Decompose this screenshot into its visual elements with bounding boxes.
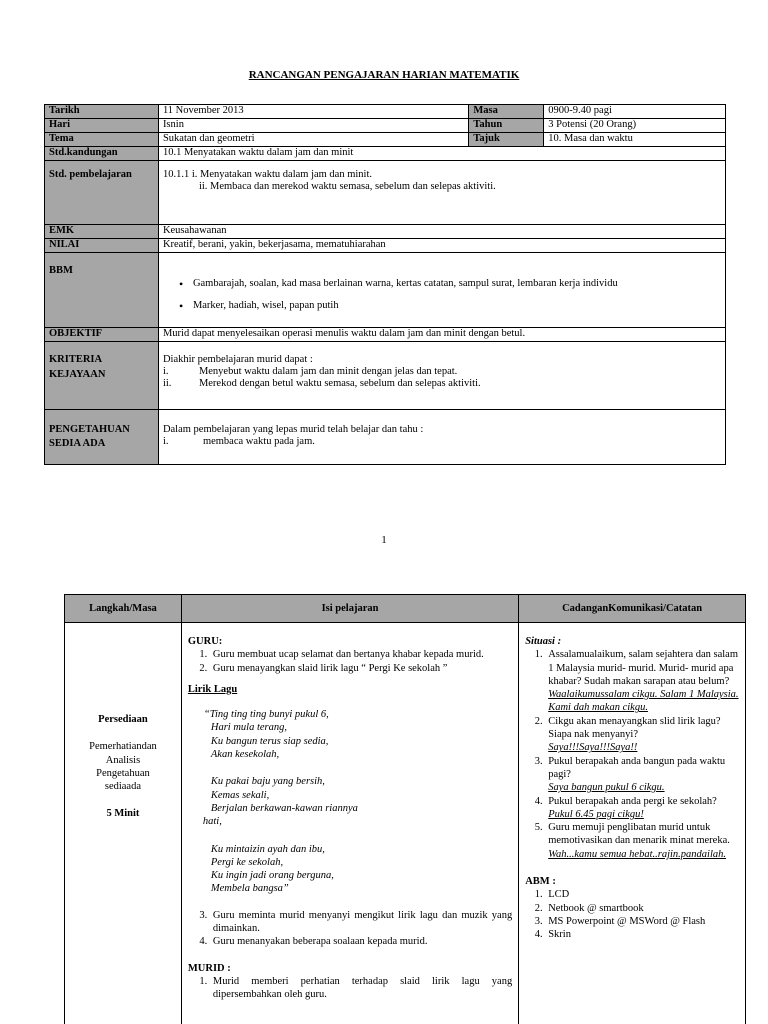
pengetahuan-label <box>45 410 159 465</box>
emk-label: EMK <box>45 225 159 239</box>
situasi-item: 5. Guru memuji penglibatan murid untuk memotivasikan dan menarik minat mereka. Wah...kamu semua hebat..rajin.pandailah. <box>545 821 739 861</box>
kriteria-value <box>158 342 725 410</box>
situasi-label: Situasi : <box>525 636 562 647</box>
bbm-label: BBM <box>45 253 159 328</box>
situasi-item: 1. Assalamualaikum, salam sejahtera dan salam 1 Malaysia murid- murid. Murid- murid apa khabar? Sudah makan sarapan atau belum? Waalaikumussalam cikgu. Salam 1 Malaysia. Kami dah makan cikgu. <box>545 648 739 714</box>
lesson-info-table <box>44 104 726 465</box>
pengetahuan-item: i. membaca waktu pada jam. <box>162 436 315 447</box>
guru-item: 3. Guru meminta murid menyanyi mengikut lirik lagu dan muzik yang dimainkan. <box>210 909 512 936</box>
std-pembelajaran-line: 10.1.1 i. Menyatakan waktu dalam jam dan minit. <box>162 169 373 180</box>
emk-value: Keusahawanan <box>158 225 725 239</box>
lirik-line: Berjalan berkawan-kawan riannya <box>210 802 358 814</box>
abm-label: ABM : <box>525 876 556 888</box>
tahun-value: 3 Potensi (20 Orang) <box>544 119 726 133</box>
col-isi-header: Isi pelajaran <box>181 595 518 623</box>
step-desc: Pengetahuan <box>96 767 150 779</box>
masa-label: Masa <box>469 105 544 119</box>
hari-value: Isnin <box>158 119 468 133</box>
abm-item: 3. MS Powerpoint @ MSWord @ Flash <box>545 915 739 928</box>
kriteria-item: ii. Merekod dengan betul waktu semasa, sebelum dan selepas aktiviti. <box>162 378 481 389</box>
lirik-line: Akan kesekolah, <box>210 749 280 761</box>
nilai-label: NILAI <box>45 239 159 253</box>
abm-item: 1. LCD <box>545 888 739 901</box>
std-pembelajaran-value <box>158 161 725 225</box>
lirik-title: Lirik Lagu <box>187 683 238 695</box>
guru-item: 4. Guru menanyakan beberapa soalaan kepada murid. <box>210 935 512 948</box>
guru-label: GURU: <box>187 636 223 647</box>
bbm-item: • Gambarajah, soalan, kad masa berlainan warna, kertas catatan, sampul surat, lembaran kerja individu <box>179 278 721 290</box>
kriteria-item: i. Menyebut waktu dalam jam dan minit dengan jelas dan tepat. <box>162 366 458 377</box>
kriteria-label-line: KRITERIA <box>49 354 103 365</box>
std-pembelajaran-label: Std. pembelajaran <box>45 161 159 225</box>
tajuk-label: Tajuk <box>469 133 544 147</box>
objektif-value: Murid dapat menyelesaikan operasi menulis waktu dalam jam dan minit dengan betul. <box>158 328 725 342</box>
lirik-line: Pergi ke sekolah, <box>210 856 284 868</box>
std-kandungan-label: Std.kandungan <box>45 147 159 161</box>
col-langkah-header: Langkah/Masa <box>65 595 182 623</box>
kriteria-label-line: KEJAYAAN <box>49 369 106 380</box>
guru-item: 2. Guru menayangkan slaid lirik lagu “ Pergi Ke sekolah ” <box>210 662 512 675</box>
pengetahuan-label-line: SEDIA ADA <box>49 438 106 449</box>
pengetahuan-value <box>158 410 725 465</box>
pengetahuan-intro: Dalam pembelajaran yang lepas murid telah belajar dan tahu : <box>162 424 424 435</box>
lirik-line: Hari mula terang, <box>210 722 288 734</box>
step-desc: Analisis <box>105 754 141 766</box>
bbm-item: • Marker, hadiah, wisel, papan putih <box>179 300 721 312</box>
tema-value: Sukatan dan geometri <box>158 133 468 147</box>
isi-cell <box>181 623 518 1024</box>
situasi-item: 2. Cikgu akan menayangkan slid lirik lagu? Siapa nak menyanyi? Saya!!!Saya!!!Saya!! <box>545 715 739 755</box>
step-desc: sediaada <box>104 781 142 793</box>
std-pembelajaran-line: ii. Membaca dan merekod waktu semasa, sebelum dan selepas aktiviti. <box>198 181 496 192</box>
tarikh-label: Tarikh <box>45 105 159 119</box>
masa-value: 0900-9.40 pagi <box>544 105 726 119</box>
cadangan-cell <box>519 623 746 1024</box>
lirik-line: Ku bangun terus siap sedia, <box>210 735 329 747</box>
bbm-value <box>158 253 725 328</box>
lirik-line: Ku ingin jadi orang berguna, <box>210 870 334 882</box>
lirik-line: Ku mintaizin ayah dan ibu, <box>210 843 325 855</box>
step-cell <box>65 623 182 1024</box>
lirik-line: “Ting ting ting bunyi pukul 6, <box>203 709 329 721</box>
std-kandungan-value: 10.1 Menyatakan waktu dalam jam dan minit <box>158 147 725 161</box>
lesson-steps-table <box>64 594 746 1024</box>
abm-item: 2. Netbook @ smartbook <box>545 902 739 915</box>
nilai-value: Kreatif, berani, yakin, bekerjasama, mematuhiarahan <box>158 239 725 253</box>
lirik-line: hati, <box>202 816 222 828</box>
murid-label: MURID : <box>187 962 231 974</box>
step-desc: Pemerhatiandan <box>89 741 157 753</box>
tarikh-value: 11 November 2013 <box>158 105 468 119</box>
tahun-label: Tahun <box>469 119 544 133</box>
step-time: 5 Minit <box>106 808 140 820</box>
lirik-line: Kemas sekali, <box>210 789 270 801</box>
guru-item: 1. Guru membuat ucap selamat dan bertanya khabar kepada murid. <box>210 648 512 661</box>
tema-label: Tema <box>45 133 159 147</box>
tajuk-value: 10. Masa dan waktu <box>544 133 726 147</box>
objektif-label: OBJEKTIF <box>45 328 159 342</box>
murid-item: 1. Murid memberi perhatian terhadap slaid lirik lagu yang dipersembahkan oleh guru. <box>210 975 512 1002</box>
situasi-item: 4. Pukul berapakah anda pergi ke sekolah? Pukul 6.45 pagi cikgu! <box>545 795 739 822</box>
col-cadangan-header: CadanganKomunikasi/Catatan <box>519 595 746 623</box>
pengetahuan-label-line: PENGETAHUAN <box>49 424 130 435</box>
lirik-line: Ku pakai baju yang bersih, <box>210 776 325 788</box>
kriteria-label <box>45 342 159 410</box>
lirik-block <box>188 708 512 896</box>
step-title: Persediaan <box>98 714 148 725</box>
page-title: RANCANGAN PENGAJARAN HARIAN MATEMATIK <box>248 69 520 81</box>
hari-label: Hari <box>45 119 159 133</box>
abm-item: 4. Skrin <box>545 928 739 941</box>
lirik-line: Membela bangsa” <box>210 883 289 895</box>
situasi-item: 3. Pukul berapakah anda bangun pada waktu pagi? Saya bangun pukul 6 cikgu. <box>545 755 739 795</box>
kriteria-intro: Diakhir pembelajaran murid dapat : <box>162 354 313 365</box>
page-number: 1 <box>381 534 387 546</box>
